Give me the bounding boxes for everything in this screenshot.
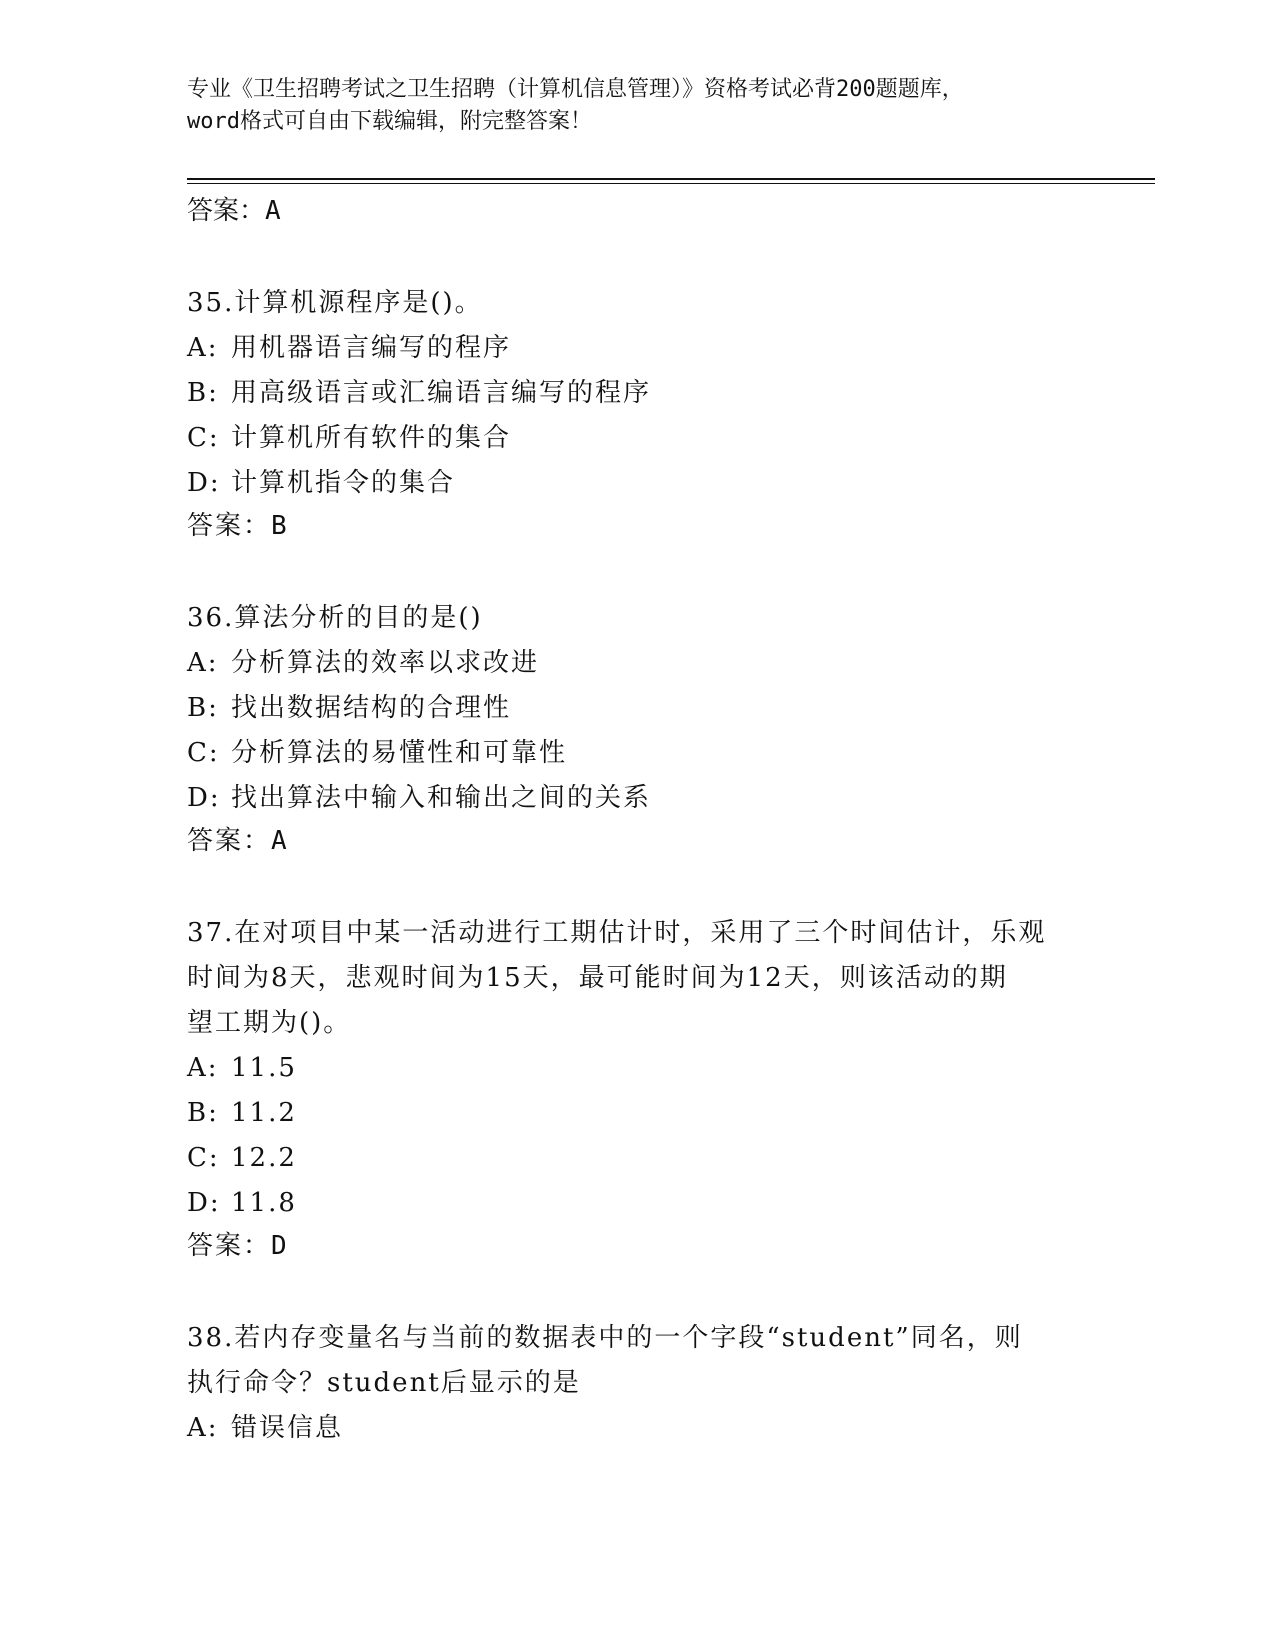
question-37 — [187, 911, 1087, 1270]
answer-value: A — [265, 196, 281, 226]
option-d — [187, 1181, 1087, 1226]
option-text: 用机器语言编写的程序 — [231, 333, 512, 363]
option-key: B: — [187, 1098, 219, 1128]
option-key: D: — [187, 783, 221, 813]
question-38 — [187, 1316, 1087, 1451]
question-text — [187, 281, 1087, 326]
answer-line — [187, 821, 1087, 865]
option-d — [187, 776, 1087, 821]
option-a — [187, 1046, 1087, 1091]
option-text: 找出算法中输入和输出之间的关系 — [231, 783, 652, 813]
option-text: 分析算法的易懂性和可靠性 — [231, 738, 568, 768]
question-text-line: 望工期为()。 — [187, 1008, 352, 1038]
question-text-line: 时间为8天，悲观时间为15天，最可能时间为12天，则该活动的期 — [187, 963, 1008, 993]
header-line-2: word格式可自由下载编辑，附完整答案！ — [187, 109, 592, 134]
option-text: 11.8 — [231, 1188, 297, 1218]
option-c — [187, 731, 1087, 776]
option-b — [187, 686, 1087, 731]
question-36 — [187, 596, 1087, 865]
option-key: D: — [187, 1188, 221, 1218]
option-b — [187, 371, 1087, 416]
answer-line — [187, 191, 1087, 235]
question-text-line: 38.若内存变量名与当前的数据表中的一个字段“student”同名，则 — [187, 1323, 1023, 1353]
option-a — [187, 1406, 1087, 1451]
question-text-line: 35.计算机源程序是()。 — [187, 288, 483, 318]
question-35 — [187, 281, 1087, 550]
option-text: 错误信息 — [231, 1413, 344, 1443]
document-header — [187, 74, 1087, 138]
header-rule-thin — [187, 183, 1155, 184]
question-text-line: 36.算法分析的目的是() — [187, 603, 483, 633]
option-key: A: — [187, 1053, 219, 1083]
option-text: 12.2 — [231, 1143, 297, 1173]
option-key: C: — [187, 1143, 220, 1173]
answer-label: 答案： — [187, 196, 266, 226]
option-b — [187, 1091, 1087, 1136]
option-a — [187, 326, 1087, 371]
option-key: A: — [187, 648, 219, 678]
option-key: C: — [187, 423, 220, 453]
question-text — [187, 1316, 1087, 1406]
question-text — [187, 911, 1087, 1046]
option-d — [187, 461, 1087, 506]
option-c — [187, 1136, 1087, 1181]
option-text: 计算机所有软件的集合 — [231, 423, 512, 453]
answer-line — [187, 1226, 1087, 1270]
option-c — [187, 416, 1087, 461]
answer-line — [187, 506, 1087, 550]
option-text: 计算机指令的集合 — [231, 468, 456, 498]
answer-value: A — [271, 826, 289, 856]
option-key: B: — [187, 378, 219, 408]
option-key: C: — [187, 738, 220, 768]
option-text: 找出数据结构的合理性 — [231, 693, 512, 723]
question-text-line: 执行命令？student后显示的是 — [187, 1368, 581, 1398]
option-text: 11.5 — [231, 1053, 297, 1083]
answer-value: B — [271, 511, 289, 541]
answer-label: 答案： — [187, 511, 272, 541]
option-text: 11.2 — [231, 1098, 297, 1128]
option-key: B: — [187, 693, 219, 723]
option-text: 用高级语言或汇编语言编写的程序 — [231, 378, 652, 408]
header-line-1: 专业《卫生招聘考试之卫生招聘（计算机信息管理）》资格考试必背200题题库， — [187, 77, 964, 102]
option-key: D: — [187, 468, 221, 498]
answer-value: D — [271, 1231, 289, 1261]
question-text — [187, 596, 1087, 641]
option-key: A: — [187, 333, 219, 363]
option-a — [187, 641, 1087, 686]
option-key: A: — [187, 1413, 219, 1443]
header-rule-thick — [187, 178, 1155, 180]
option-text: 分析算法的效率以求改进 — [231, 648, 540, 678]
answer-label: 答案： — [187, 1231, 272, 1261]
question-list — [187, 191, 1087, 1451]
answer-label: 答案： — [187, 826, 272, 856]
question-text-line: 37.在对项目中某一活动进行工期估计时，采用了三个时间估计，乐观 — [187, 918, 1047, 948]
